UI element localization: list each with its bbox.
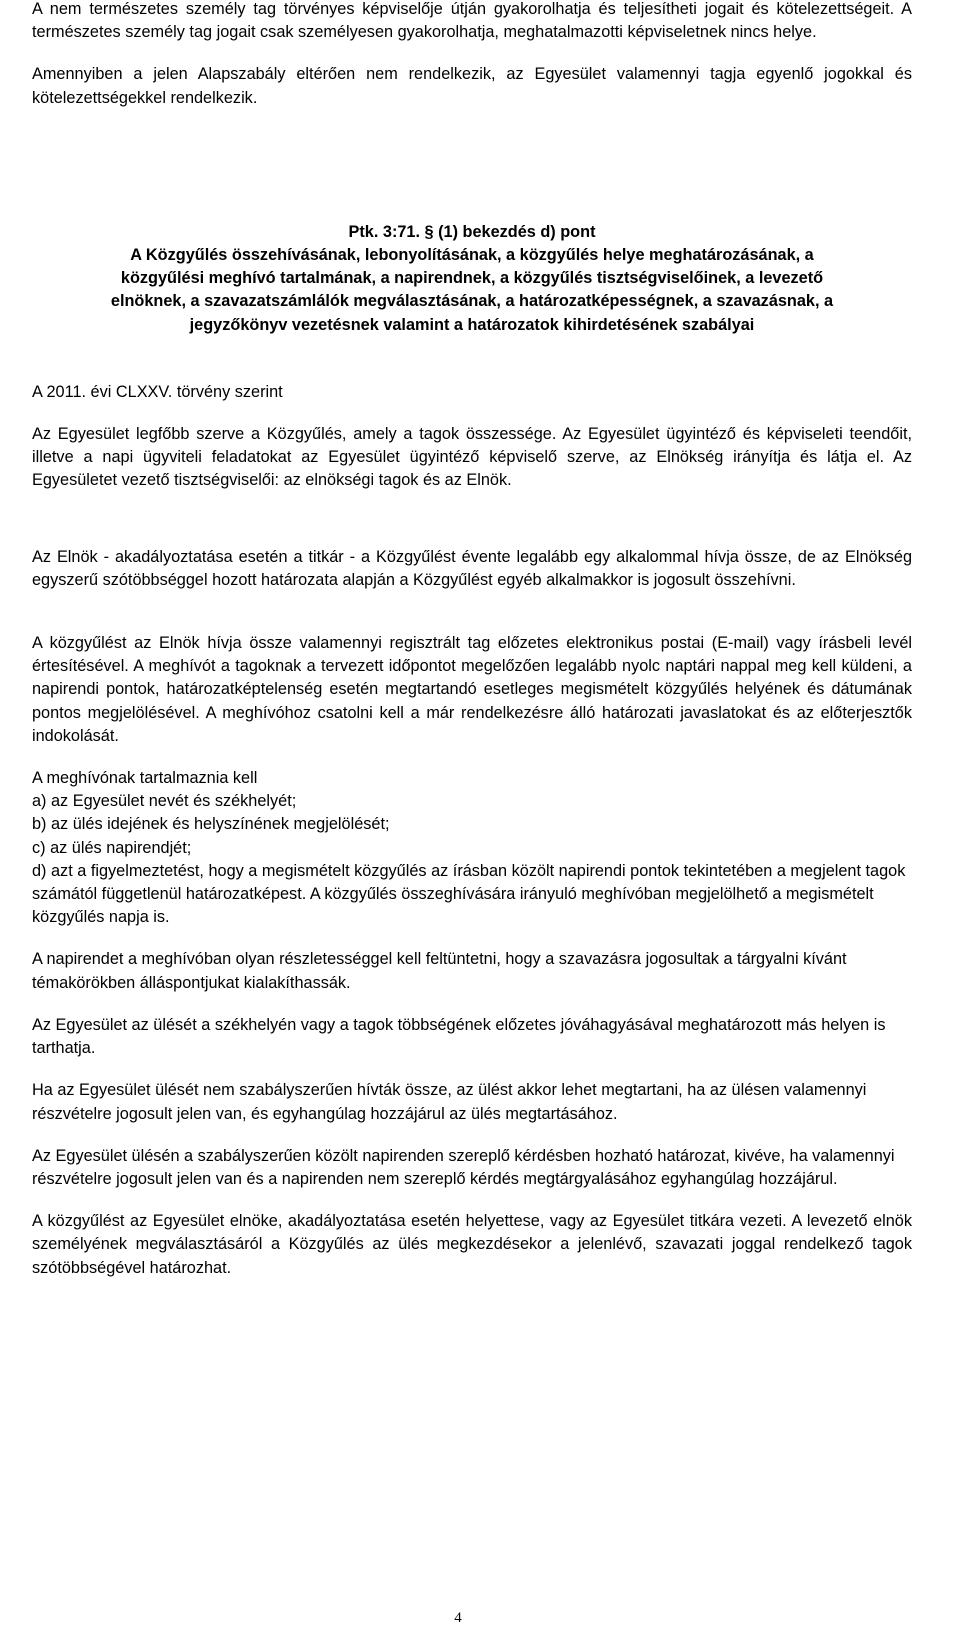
- list-item: c) az ülés napirendjét;: [32, 838, 192, 857]
- invitation-requirements-list: [32, 790, 912, 929]
- document-body: [32, 0, 912, 1280]
- section-reference: Ptk. 3:71. § (1) bekezdés d) pont: [348, 222, 596, 241]
- paragraph-convening-frequency: Az Elnök - akadályoztatása esetén a titkár - a Közgyűlést évente legalább egy alkalommal hívja össze, de az Elnökség egyszerű szótöbbséggel hozott határozata alapján a Közgyűlést egyéb alkalmakkor is jogosult összehívni.: [32, 547, 912, 589]
- list-item: d) azt a figyelmeztetést, hogy a megismételt közgyűlés az írásban közölt napirendi pontok tekintetében a megjelent tagok számától függetlenül határozatképest. A közgyűlés összeghívására irányuló meghívóban megjelölhető a megismételt közgyűlés napja is.: [32, 861, 906, 927]
- paragraph-general-assembly: Az Egyesület legfőbb szerve a Közgyűlés, amely a tagok összessége. Az Egyesület ügyintéző és képviseleti teendőit, illetve a napi ügyviteli feladatokat az Egyesület ügyintéző képviselő szerve, az Elnökség irányítja és látja el. Az Egyesületet vezető tisztségviselői: az elnökségi tagok és az Elnök.: [32, 425, 912, 490]
- paragraph-equal-rights: Amennyiben a jelen Alapszabály eltérően nem rendelkezik, az Egyesület valamennyi tagja egyenlő jogokkal és kötelezettségekkel rendelkezik.: [32, 65, 912, 107]
- invitation-intro: A meghívónak tartalmaznia kell: [32, 769, 258, 788]
- law-reference: A 2011. évi CLXXV. törvény szerint: [32, 382, 283, 401]
- section-title: A Közgyűlés összehívásának, lebonyolításának, a közgyűlés helye meghatározásának, a közgyűlési meghívó tartalmának, a napirendnek, a közgyűlés tisztségviselőinek, a levezető elnöknek, a szavazatszámlálók megválasztásának, a határozatképességnek, a szavazásnak, a jegyzőkönyv vezetésnek valamint a határozatok kihirdetésének szabályai: [110, 246, 834, 334]
- paragraph-irregular-convening: Ha az Egyesület ülését nem szabályszerűen hívták össze, az ülést akkor lehet megtartani, ha az ülésen valamennyi részvételre jogosult jelen van, és egyhangúlag hozzájárul az ülés megtartásához.: [32, 1081, 867, 1123]
- page-number: 4: [454, 1610, 462, 1626]
- paragraph-agenda-detail: A napirendet a meghívóban olyan részletességgel kell feltüntetni, hogy a szavazásra jogosultak a tárgyalni kívánt témakörökben álláspontjukat kialakíthassák.: [32, 950, 847, 992]
- paragraph-member-representation: A nem természetes személy tag törvényes képviselője útján gyakorolhatja és teljesítheti jogait és kötelezettségeit. A természetes személy tag jogait csak személyesen gyakorolhatja, meghatalmazotti képviseletnek nincs helye.: [32, 0, 912, 42]
- paragraph-chairing: A közgyűlést az Egyesület elnöke, akadályoztatása esetén helyettese, vagy az Egyesület titkára vezeti. A levezető elnök személyének megválasztásáról a Közgyűlés az ülés megkezdésekor a jelenlévő, szavazati joggal rendelkező tagok szótöbbségével határozhat.: [32, 1212, 912, 1277]
- paragraph-meeting-location: Az Egyesület az ülését a székhelyén vagy a tagok többségének előzetes jóváhagyásával meghatározott más helyen is tarthatja.: [32, 1015, 886, 1058]
- list-item: b) az ülés idejének és helyszínének megjelölését;: [32, 815, 390, 834]
- paragraph-resolutions: Az Egyesület ülésén a szabályszerűen közölt napirenden szereplő kérdésben hozható határozat, kivéve, ha valamennyi részvételre jogosult jelen van és a napirenden nem szereplő kérdés megtárgyalásához egyhangúlag hozzájárul.: [32, 1146, 895, 1188]
- paragraph-invitation: A közgyűlést az Elnök hívja össze valamennyi regisztrált tag előzetes elektronikus postai (E-mail) vagy írásbeli levél értesítésével. A meghívót a tagoknak a tervezett időpontot megelőzően legalább nyolc naptári nappal meg kell küldeni, a napirendi pontok, határozatképtelenség esetén megtartandó esetleges megismételt közgyűlés helyének és dátumának pontos megjelölésével. A meghívóhoz csatolni kell a már rendelkezésre álló határozati javaslatokat és az előterjesztők indokolását.: [32, 634, 912, 745]
- list-item: a) az Egyesület nevét és székhelyét;: [32, 792, 297, 811]
